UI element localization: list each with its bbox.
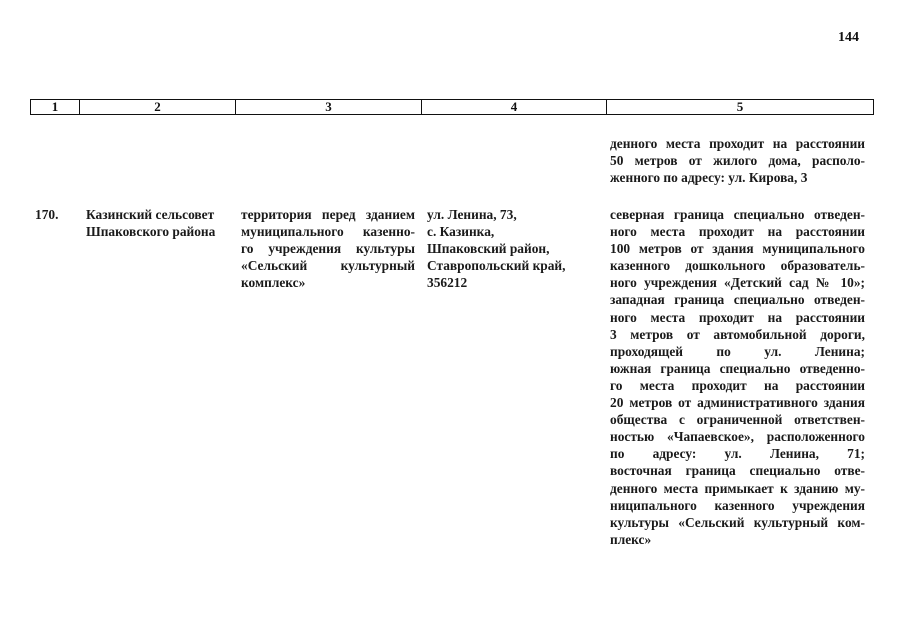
text-line: 356212 <box>427 275 468 291</box>
header-col-1: 1 <box>31 100 80 115</box>
text-line: южная граница специально отведенно- <box>610 360 865 376</box>
page-number: 144 <box>838 30 859 45</box>
text-line: ного учреждения «Детский сад № 10»; <box>610 275 865 291</box>
text-line: западная граница специально отведен- <box>610 292 865 308</box>
continuation-text <box>610 135 865 186</box>
text-line: 50 метров от жилого дома, располо- <box>610 153 865 169</box>
text-line: культуры «Сельский культурный ком- <box>610 514 865 530</box>
text-line: ного места проходит на расстоянии <box>610 309 865 325</box>
text-line: Ставропольский край, <box>427 258 566 274</box>
text-line: муниципального казенно- <box>241 224 415 240</box>
territory-description <box>241 206 415 291</box>
text-line: ниципального казенного учреждения <box>610 497 865 513</box>
text-line: Шпаковский район, <box>427 241 550 257</box>
text-line: общества с ограниченной ответствен- <box>610 412 865 428</box>
header-col-2: 2 <box>80 100 236 115</box>
header-col-5: 5 <box>607 100 874 115</box>
text-line: 100 метров от здания муниципального <box>610 241 865 257</box>
header-col-4: 4 <box>422 100 607 115</box>
text-line: «Сельский культурный <box>241 258 415 274</box>
text-line: денного места примыкает к зданию му- <box>610 480 865 496</box>
text-line: ностью «Чапаевское», расположенного <box>610 429 865 445</box>
text-line: денного места проходит на расстоянии <box>610 136 865 151</box>
text-line: ул. Ленина, 73, <box>427 207 517 222</box>
text-line: ного места проходит на расстоянии <box>610 224 865 240</box>
text-line: плекс» <box>610 531 652 547</box>
text-line: с. Казинка, <box>427 224 495 240</box>
text-line: восточная граница специально отве- <box>610 463 865 479</box>
text-line: Казинский сельсовет <box>86 207 215 222</box>
text-line: 3 метров от автомобильной дороги, <box>610 326 865 342</box>
text-line: территория перед зданием <box>241 207 415 222</box>
text-line: женного по адресу: ул. Кирова, 3 <box>610 170 808 186</box>
address <box>427 206 602 291</box>
text-line: по адресу: ул. Ленина, 71; <box>610 446 865 462</box>
settlement-name <box>86 206 236 240</box>
text-line: северная граница специально отведен- <box>610 207 865 222</box>
row-number: 170. <box>35 207 59 222</box>
text-line: 20 метров от административного здания <box>610 395 865 411</box>
header-col-3: 3 <box>236 100 422 115</box>
text-line: Шпаковского района <box>86 224 216 240</box>
text-line: комплекс» <box>241 275 306 291</box>
column-number-header <box>30 99 874 115</box>
text-line: го места проходит на расстоянии <box>610 377 865 393</box>
boundary-description <box>610 206 865 548</box>
text-line: проходящей по ул. Ленина; <box>610 343 865 359</box>
text-line: го учреждения культуры <box>241 241 415 257</box>
text-line: казенного дошкольного образователь- <box>610 258 865 274</box>
